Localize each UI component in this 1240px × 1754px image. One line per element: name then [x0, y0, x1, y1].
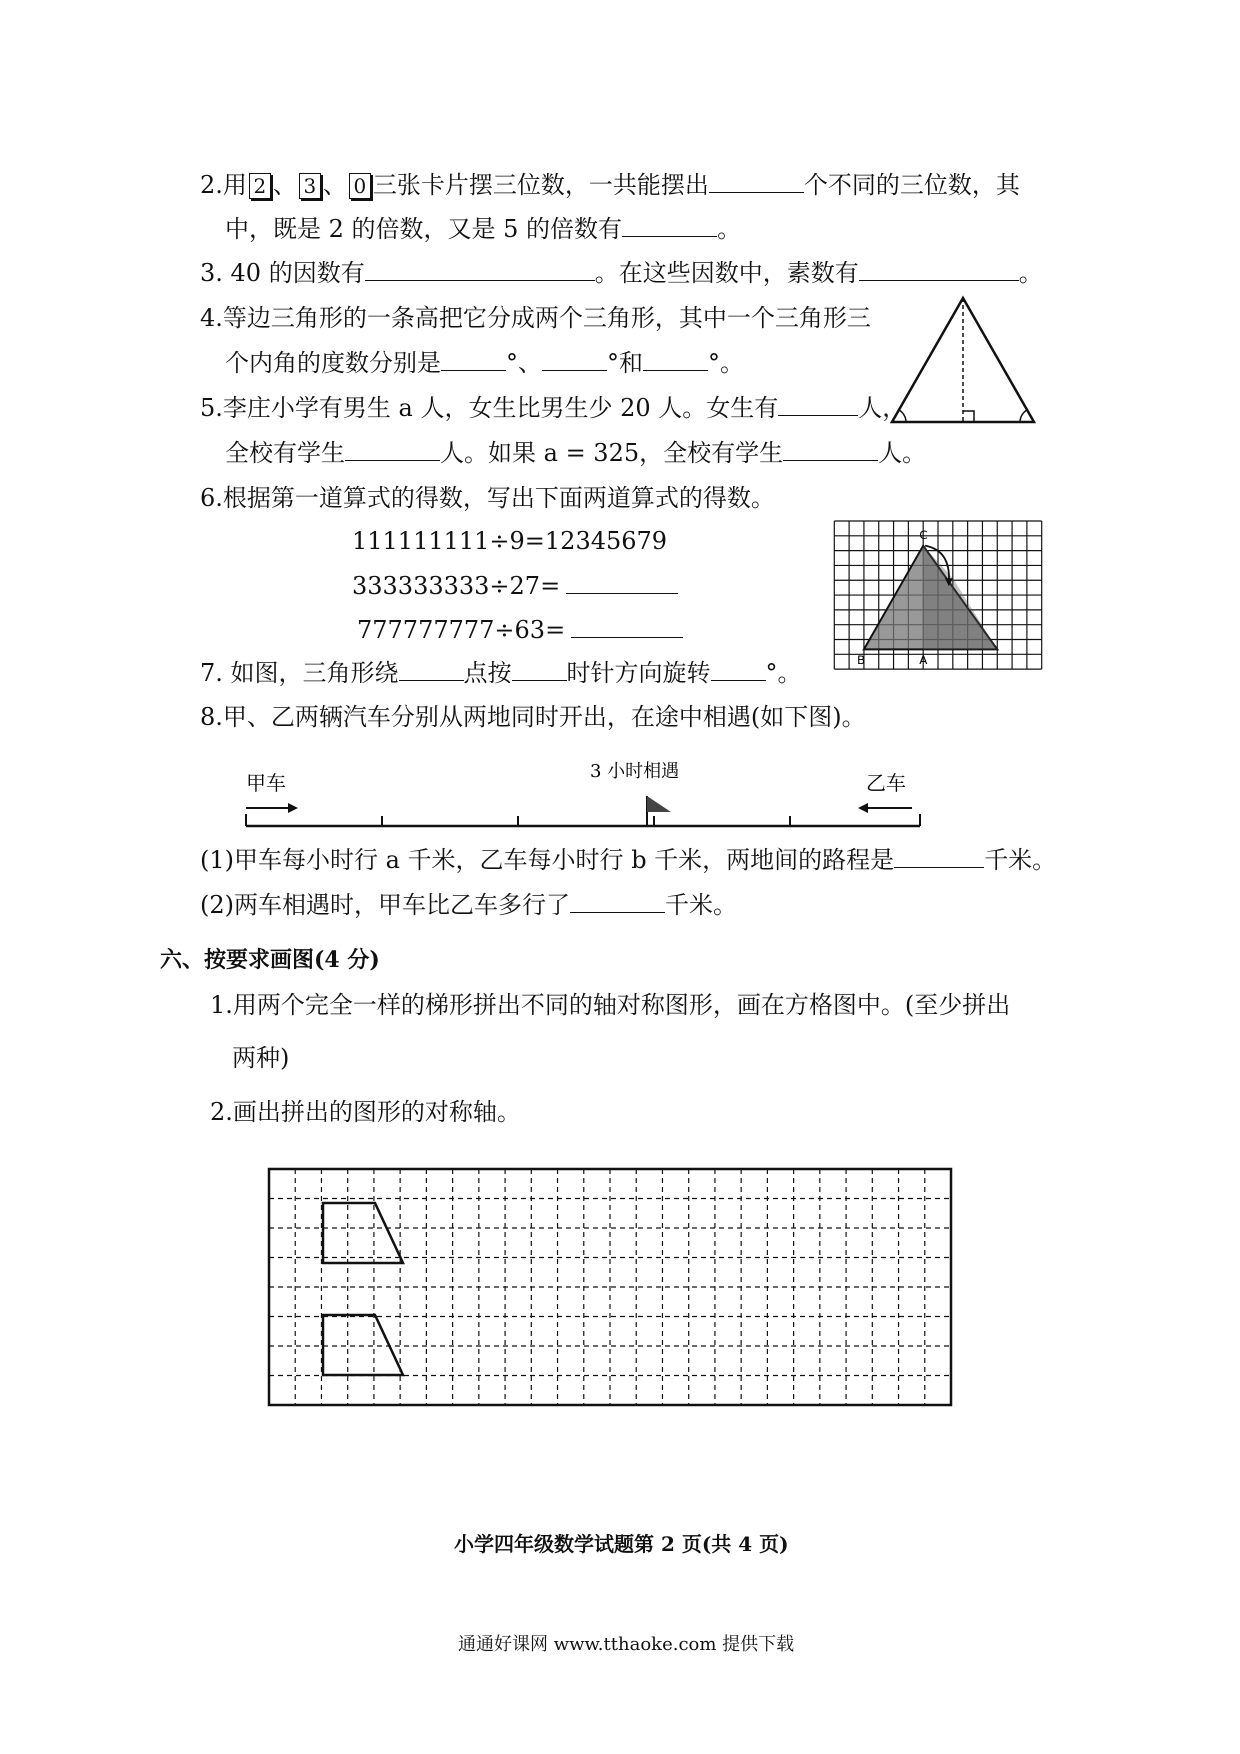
answer-blank[interactable] — [365, 258, 595, 281]
question-7: 7. 如图，三角形绕 点按 时针方向旋转 °。 — [200, 659, 802, 687]
meeting-line-diagram — [230, 752, 930, 842]
answer-blank[interactable] — [894, 845, 984, 868]
right-arrow-icon — [288, 803, 298, 813]
answer-blank[interactable] — [566, 571, 678, 594]
question-8-sub-1: (1)甲车每小时行 a 千米，乙车每小时行 b 千米，两地间的路程是 千米。 — [200, 846, 1057, 874]
watermark: 通通好课网 www.tthaoke.com 提供下载 — [458, 1634, 795, 1655]
answer-blank[interactable] — [783, 438, 878, 461]
section-6-item-1: 1.用两个完全一样的梯形拼出不同的轴对称图形，画在方格图中。(至少拼出 — [210, 991, 1011, 1019]
answer-blank[interactable] — [441, 348, 506, 371]
answer-blank[interactable] — [570, 890, 665, 913]
question-2-line-1: 2.用 2 、 3 、 0 三张卡片摆三位数，一共能摆出 个不同的三位数，其 — [200, 171, 1020, 199]
answer-blank[interactable] — [643, 348, 708, 371]
number-card-3: 3 — [299, 173, 321, 199]
section-6-title: 六、按要求画图(4 分) — [160, 947, 380, 973]
question-5-line-1: 5.李庄小学有男生 a 人，女生比男生少 20 人。女生有 人， — [200, 394, 907, 422]
answer-blank[interactable] — [622, 214, 717, 237]
dashed-grid-lines — [269, 1169, 951, 1405]
equation-2: 333333333÷27= — [352, 571, 678, 601]
point-label-c: C — [919, 527, 928, 542]
car-a-label: 甲车 — [246, 771, 286, 795]
answer-blank[interactable] — [345, 438, 440, 461]
equation-3: 777777777÷63= — [357, 615, 683, 645]
question-8-sub-2: (2)两车相遇时，甲车比乙车多行了 千米。 — [200, 891, 737, 919]
q2-prefix: 2.用 — [200, 171, 247, 199]
meeting-label: 3 小时相遇 — [590, 761, 680, 782]
rotation-grid-figure — [833, 520, 1043, 680]
question-8: 8.甲、乙两辆汽车分别从两地同时开出，在途中相遇(如下图)。 — [200, 703, 866, 731]
point-label-a: A — [919, 653, 928, 668]
answer-blank[interactable] — [709, 170, 804, 193]
car-b-label: 乙车 — [866, 771, 906, 795]
question-6: 6.根据第一道算式的得数，写出下面两道算式的得数。 — [200, 484, 775, 512]
answer-blank[interactable] — [711, 658, 766, 681]
meeting-flag-icon — [647, 796, 671, 812]
number-card-0: 0 — [349, 173, 371, 199]
question-4-line-1: 4.等边三角形的一条高把它分成两个三角形，其中一个三角形三 — [200, 304, 871, 332]
left-arrow-icon — [858, 803, 868, 813]
number-card-2: 2 — [249, 173, 271, 199]
question-4-line-2: 个内角的度数分别是 °、 °和 °。 — [225, 349, 744, 377]
equation-1: 111111111÷9=12345679 — [352, 527, 668, 555]
question-2-line-2: 中，既是 2 的倍数，又是 5 的倍数有 。 — [225, 215, 742, 243]
answer-blank[interactable] — [571, 615, 683, 638]
equilateral-triangle-figure — [888, 290, 1038, 430]
answer-blank[interactable] — [542, 348, 607, 371]
question-5-line-2: 全校有学生 人。如果 a = 325，全校有学生 人。 — [225, 439, 927, 467]
drawing-grid[interactable] — [265, 1165, 955, 1415]
trapezoid-1 — [323, 1203, 403, 1263]
trapezoid-2 — [323, 1315, 403, 1375]
answer-blank[interactable] — [859, 258, 1019, 281]
section-6-item-2: 2.画出拼出的图形的对称轴。 — [210, 1098, 521, 1126]
page-footer: 小学四年级数学试题第 2 页(共 4 页) — [454, 1532, 789, 1556]
answer-blank[interactable] — [778, 393, 858, 416]
point-label-b: B — [857, 653, 866, 668]
question-3: 3. 40 的因数有 。在这些因数中，素数有 。 — [200, 259, 1043, 287]
answer-blank[interactable] — [512, 658, 567, 681]
answer-blank[interactable] — [399, 658, 464, 681]
section-6-item-1-cont: 两种) — [232, 1044, 290, 1072]
